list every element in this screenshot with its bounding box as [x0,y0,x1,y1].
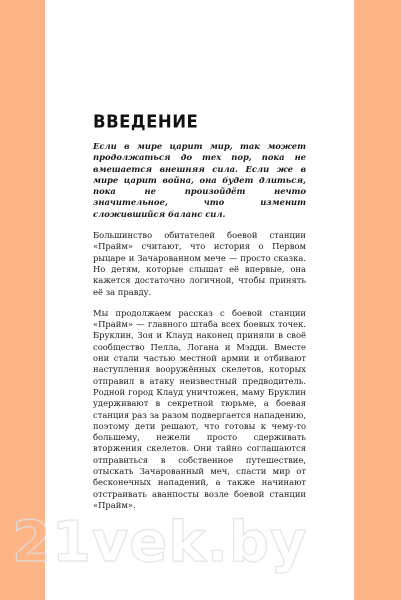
paragraph-2: Мы продолжаем рассказ с боевой станции «Прайм» — главного штаба всех боевых точек. Бруклин, Зоя и Клауд наконец приняли в своё сообщество Пелла, Логана и Мэдди. Вместе они стали частью местной армии и отбивают наступления вооружённых скелетов, которых отправил в атаку неизвестный предводитель. Родной город Клауд уничтожен, маму Бруклин удерживают в секретной тюрьме, а боевая станция раз за разом подвергается нападению, поэтому дети решают, что готовы к чему-то большему, нежели просто сдерживать вторжения скелетов. Они тайно соглашаются отправиться в собственное путешествие, отыскать Зачарованный меч, спасти мир от бесконечных нападений, а также начинают отстраивать аванпосты возле боевой станции «Прайм». [93,307,306,510]
left-color-band [0,0,45,600]
chapter-title: ВВЕДЕНИЕ [93,112,199,132]
page-content [93,112,306,521]
epigraph: Если в мире царит мир, так может продолжаться до тех пор, пока не вмешается внешняя сила. Если же в мире царит война, она будет длиться, пока не произойдёт нечто значительное, что изменит сложившийся баланс сил. [93,141,306,219]
right-color-band [354,0,401,600]
book-page [45,0,354,600]
paragraph-1: Большинство обитателей боевой станции «Прайм» считают, что история о Первом рыцаре и Зачарованном мече — просто сказка. Но детям, которые слышат её впервые, она кажется достаточно логичной, чтобы принять её за правду. [93,230,306,297]
